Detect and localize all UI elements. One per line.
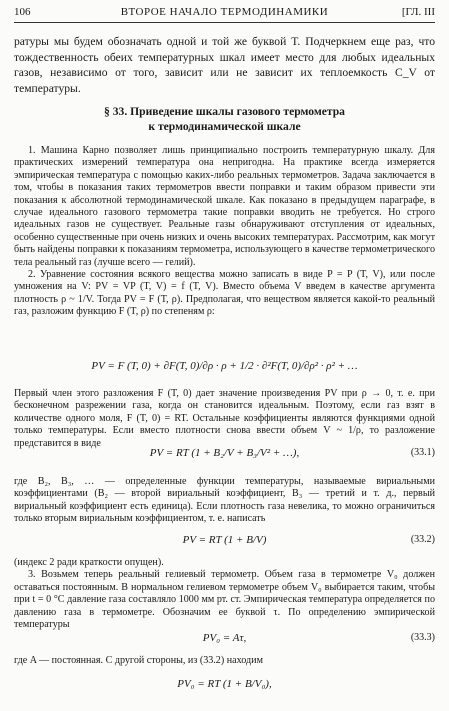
equation-33-3 xyxy=(14,632,435,644)
paragraph-4-text: где B₂, B₃, … — определенные функции температуры, называемые вириальными коэффициентами (B₂ — второй вириальный коэффициент, B₃ — третий и т. д., первый вириальный коэффициент есть единица). Если плотность газа невелика, то можно ограничиться только вторым вириальным коэффициентом, т. е. написать xyxy=(14,476,435,525)
paragraph-7 xyxy=(14,655,435,667)
paragraph-2: 2. Уравнение состояния всякого вещества можно записать в виде P = P (T, V), или после умножения на V: PV = VP (T, V) = f (T, V). Вместо объема V введем в качестве аргумента плотность ρ ~ 1/V. Тогда PV = F (T, ρ). Предполагая, что веществом является какой-то реальный газ, разложим функцию F (T, ρ) по степеням ρ: xyxy=(14,269,435,318)
section-title-line2: к термодинамической шкале xyxy=(148,120,301,133)
paragraph-3 xyxy=(14,388,435,450)
running-header xyxy=(14,4,435,23)
paragraph-5-6 xyxy=(14,557,435,631)
paragraph-7-text: где A — постоянная. С другой стороны, из (33.2) находим xyxy=(14,655,263,666)
paragraph-4 xyxy=(14,476,435,526)
section-title-line1: § 33. Приведение шкалы газового термометра xyxy=(104,105,345,118)
equation-33-3-number: (33.3) xyxy=(410,632,435,643)
equation-final: PV₀ = RT (1 + B/V₀), xyxy=(177,678,272,690)
page-number: 106 xyxy=(14,6,31,18)
paragraph-5: (индекс 2 ради краткости опущен). xyxy=(14,557,164,568)
paragraph-1-2 xyxy=(14,145,435,319)
paragraph-3-text: Первый член этого разложения F (T, 0) дает значение произведения PV при ρ → 0, т. е. при бесконечном разрежении газа, когда он становится идеальным. Поэтому, если газ взят в количестве одного моля, F (T, 0) = RT. Остальные коэффициенты являются функциями одной только температуры. Если вместо плотности снова ввести объем V ~ 1/ρ, то разложение представится в виде xyxy=(14,388,435,449)
section-heading xyxy=(14,104,435,134)
equation-33-3-body: PV₀ = Aτ, xyxy=(202,632,247,644)
equation-33-2-number: (33.2) xyxy=(410,534,435,545)
equation-33-1-body: PV = RT (1 + B₂/V + B₃/V² + …), xyxy=(149,447,300,459)
equation-33-2 xyxy=(14,534,435,546)
equation-33-2-body: PV = RT (1 + B/V) xyxy=(182,534,267,546)
paragraph-6: 3. Возьмем теперь реальный гелиевый термометр. Объем газа в термометре V₀ должен оставаться постоянным. В нормальном гелиевом термометре объем V₀ выбирается таким, чтобы при t = 0 °C давление газа составляло 1000 мм рт. ст. Эмпирическая температура определяется по давлению газа в термометре. Обозначим ее буквой τ. По определению эмпирической температуры xyxy=(14,569,435,631)
intro-paragraph: ратуры мы будем обозначать одной и той же буквой T. Подчеркнем еще раз, что тождественность обеих температурных шкал имеет место для любых идеальных газов, независимо от того, зависит или не зависит их теплоемкость C_V от температуры. xyxy=(14,35,435,95)
running-title: ВТОРОЕ НАЧАЛО ТЕРМОДИНАМИКИ xyxy=(120,6,329,18)
equation-33-1 xyxy=(14,447,435,459)
paragraph-1: 1. Машина Карно позволяет лишь принципиально построить температурную шкалу. Для практических измерений температура она непригодна. На практике всегда измеряется эмпирическая температура с помощью каких-либо реальных термометров. Задача заключается в том, чтобы в показания таких термометров ввести поправки и таким образом привести эти показания к абсолютной термодинамической шкале. Как показано в предыдущем параграфе, в случае идеального газового термометра такие поправки вводить не требуется. Но строго идеальных газов не существует. Реальные газы обнаруживают отступления от идеальных, особенно существенные при очень низких и очень высоких температурах. Рассмотрим, как могут быть найдены поправки к показаниям термометра, использующего в качестве термометрического тела реальный газ (лучше всего — гелий). xyxy=(14,145,435,268)
chapter-label: [ГЛ. III xyxy=(401,6,435,18)
equation-expansion: PV = F (T, 0) + ∂F(T, 0)/∂ρ · ρ + 1/2 · ∂²F(T, 0)/∂ρ² · ρ² + … xyxy=(91,360,358,372)
equation-33-1-number: (33.1) xyxy=(410,447,435,458)
